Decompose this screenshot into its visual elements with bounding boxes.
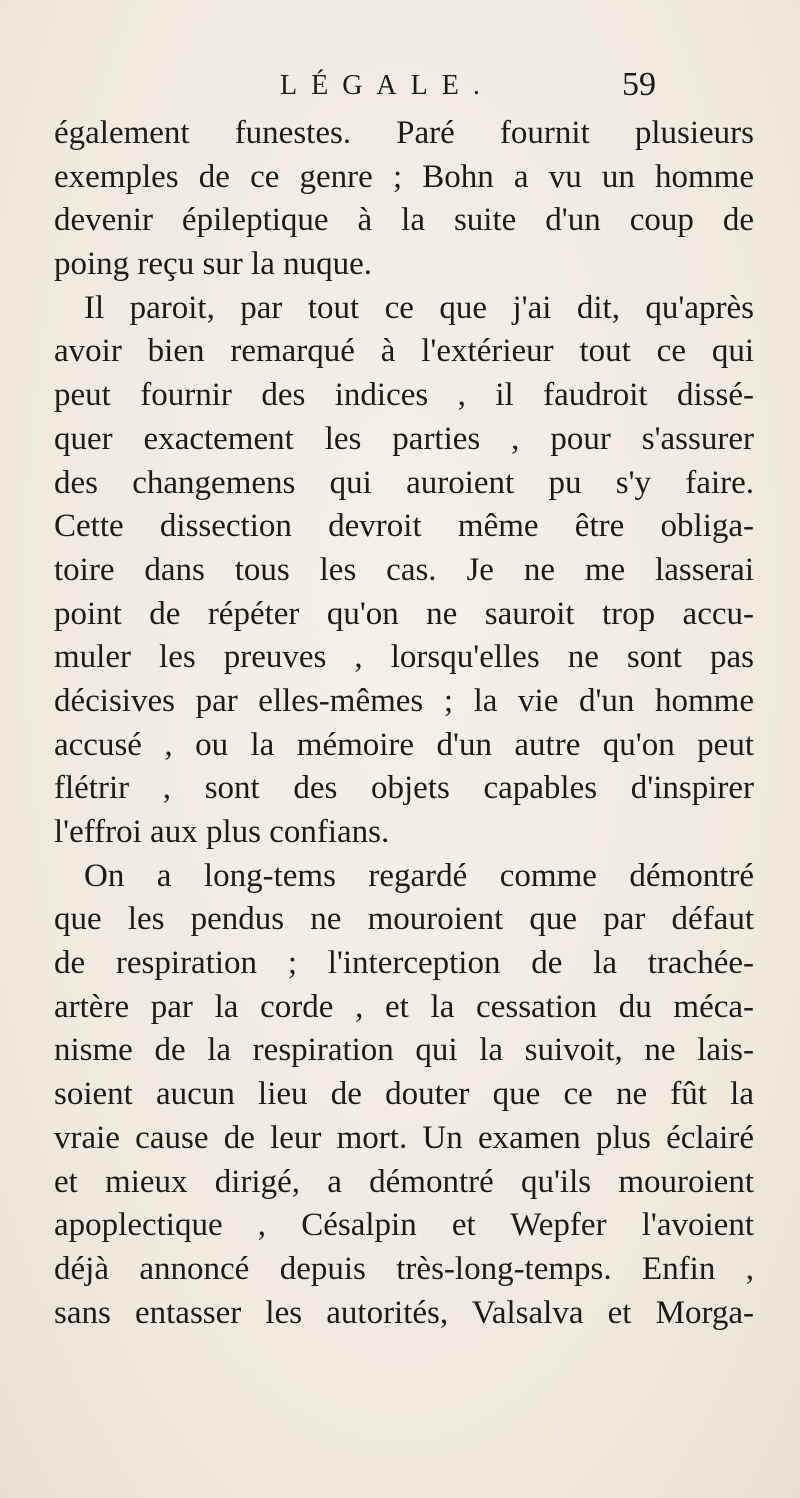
text-line: vraie cause de leur mort. Un examen plus éclairé bbox=[54, 1119, 754, 1156]
text-line: Il paroit, par tout ce que j'ai dit, qu'après bbox=[84, 289, 754, 326]
text-line: point de répéter qu'on ne sauroit trop accu- bbox=[54, 595, 754, 632]
text-line: l'effroi aux plus confians. bbox=[54, 814, 390, 850]
text-line: avoir bien remarqué à l'extérieur tout ce qui bbox=[54, 333, 754, 370]
text-line: artère par la corde , et la cessation du méca- bbox=[54, 988, 754, 1025]
text-line: On a long-tems regardé comme démontré bbox=[84, 857, 754, 894]
text-line: devenir épileptique à la suite d'un coup de bbox=[54, 202, 754, 239]
text-line: soient aucun lieu de douter que ce ne fût la bbox=[54, 1076, 754, 1113]
text-line: sans entasser les autorités, Valsalva et Morga- bbox=[54, 1294, 754, 1331]
text-line: et mieux dirigé, a démontré qu'ils mouroient bbox=[54, 1163, 754, 1200]
text-line: peut fournir des indices , il faudroit dissé- bbox=[54, 377, 754, 414]
text-line: également funestes. Paré fournit plusieurs bbox=[54, 115, 754, 151]
text-line: apoplectique , Césalpin et Wepfer l'avoient bbox=[54, 1207, 754, 1244]
text-line: de respiration ; l'interception de la trachée- bbox=[54, 945, 754, 982]
text-line: déjà annoncé depuis très-long-temps. Enfin , bbox=[54, 1250, 754, 1287]
text-line: poing reçu sur la nuque. bbox=[54, 246, 372, 283]
text-line: accusé , ou la mémoire d'un autre qu'on peut bbox=[54, 726, 754, 763]
text-line: nisme de la respiration qui la suivoit, ne lais- bbox=[54, 1032, 754, 1069]
text-line: toire dans tous les cas. Je ne me lasserai bbox=[54, 551, 754, 588]
text-line: flétrir , sont des objets capables d'inspirer bbox=[54, 770, 754, 807]
text-line: des changemens qui auroient pu s'y faire. bbox=[54, 464, 754, 501]
running-title: LÉGALE. bbox=[280, 70, 494, 101]
text-line: exemples de ce genre ; Bohn a vu un homme bbox=[54, 158, 754, 195]
text-line: décisives par elles-mêmes ; la vie d'un homme bbox=[54, 682, 754, 719]
body-text bbox=[54, 112, 754, 1335]
text-line: muler les preuves , lorsqu'elles ne sont pas bbox=[54, 639, 754, 676]
page-number: 59 bbox=[622, 66, 656, 103]
text-line: que les pendus ne mouroient que par défaut bbox=[54, 901, 754, 938]
text-line: quer exactement les parties , pour s'assurer bbox=[54, 420, 754, 457]
text-line: Cette dissection devroit même être obliga- bbox=[54, 508, 754, 545]
